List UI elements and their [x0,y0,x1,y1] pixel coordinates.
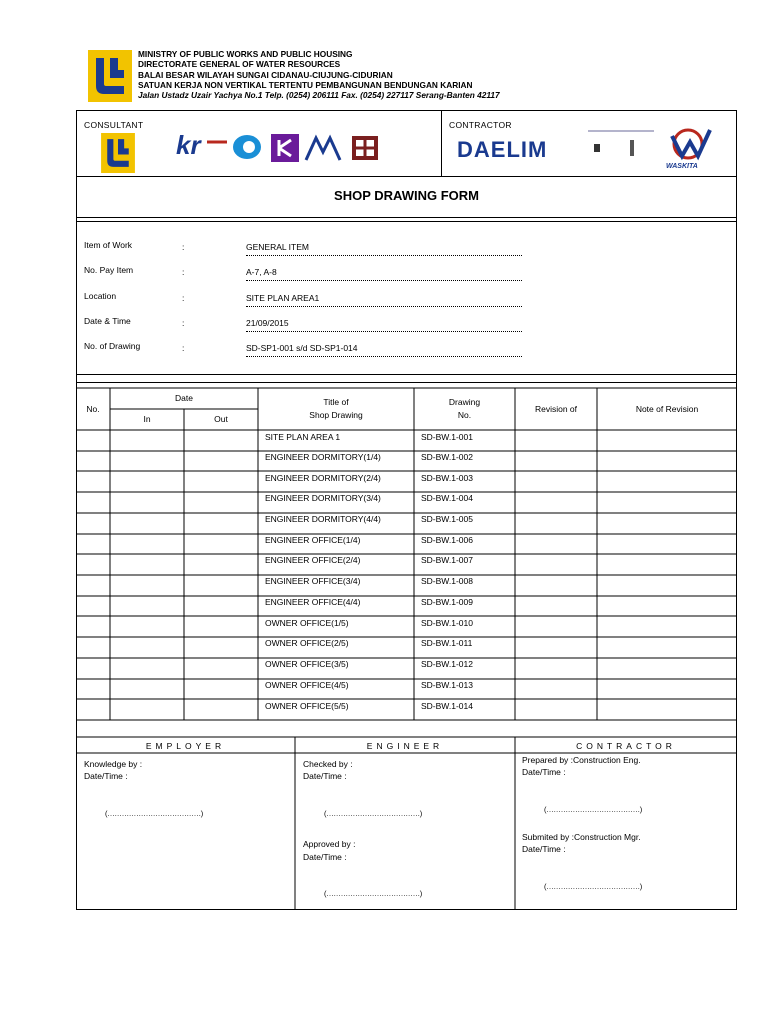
form-title: SHOP DRAWING FORM [334,188,479,203]
info-value: SD-SP1-001 s/d SD-SP1-014 [246,343,522,357]
col-note-header: Note of Revision [635,404,699,414]
daelim-logo: DAELIM [457,137,548,162]
kr-logo: kr [176,130,201,160]
info-label: Location [84,291,117,301]
row-title: OWNER OFFICE(5/5) [265,701,349,711]
row-title: ENGINEER DORMITORY(1/4) [265,452,381,462]
row-title: OWNER OFFICE(4/5) [265,680,349,690]
engineer-approved-signature-line: (…………………………………) [324,889,422,898]
row-title: ENGINEER DORMITORY(2/4) [265,473,381,483]
col-title-header-line2: Shop Drawing [309,410,363,420]
col-no-header: No. [86,404,100,414]
row-title: OWNER OFFICE(1/5) [265,618,349,628]
row-drawing: SD-BW.1-012 [421,659,473,669]
col-drawing-header-line1: Drawing [448,397,481,407]
col-revision-header: Revision of [534,404,578,414]
info-colon: : [182,293,185,303]
header-address: Jalan Ustadz Uzair Yachya No.1 Telp. (0254) 206111 Fax. (0254) 227117 Serang-Banten 42117 [138,90,500,101]
row-title: ENGINEER OFFICE(4/4) [265,597,361,607]
col-title-header-line1: Title of [323,397,349,407]
header-line-3: BALAI BESAR WILAYAH SUNGAI CIDANAU-CIUJUNG-CIDURIAN [138,69,393,80]
row-title: OWNER OFFICE(2/5) [265,638,349,648]
engineer-approved-by: Approved by : [303,839,356,849]
row-title: ENGINEER OFFICE(3/4) [265,576,361,586]
row-title: ENGINEER OFFICE(1/4) [265,535,361,545]
row-drawing: SD-BW.1-014 [421,701,473,711]
consultant-logo-a [304,134,342,162]
info-colon: : [182,318,185,328]
contractor-label: CONTRACTOR [449,120,512,130]
consultant-label: CONSULTANT [84,120,144,130]
row-drawing: SD-BW.1-005 [421,514,473,524]
col-drawing-header [414,396,515,422]
engineer-checked-signature-line: (…………………………………) [324,809,422,818]
col-title-header [258,396,414,422]
row-drawing: SD-BW.1-013 [421,680,473,690]
divider [76,374,737,375]
contractor-prepared-by: Prepared by :Construction Eng. [522,755,641,765]
row-title: ENGINEER OFFICE(2/4) [265,555,361,565]
ministry-logo [88,50,132,102]
info-colon: : [182,267,185,277]
info-colon: : [182,343,185,353]
col-drawing-header-line2: No. [457,410,472,420]
contractor-prepared-signature-line: (…………………………………) [544,805,642,814]
row-drawing: SD-BW.1-002 [421,452,473,462]
info-value: 21/09/2015 [246,318,522,332]
consultant-ministry-logo [96,133,140,173]
info-value: GENERAL ITEM [246,242,522,256]
ministry-header [138,49,500,100]
consultant-logo-swoosh [205,132,265,162]
engineer-checked-date: Date/Time : [303,771,347,781]
waskita-logo [666,126,716,166]
col-out-header: Out [214,414,228,424]
row-drawing: SD-BW.1-006 [421,535,473,545]
consultant-logo-box [346,134,384,162]
row-title: ENGINEER DORMITORY(3/4) [265,493,381,503]
divider [76,221,737,222]
waskita-label: WASKITA [666,163,698,170]
row-title: ENGINEER DORMITORY(4/4) [265,514,381,524]
divider [76,382,737,383]
info-colon: : [182,242,185,252]
info-label: No. Pay Item [84,265,134,275]
header-line-4: SATUAN KERJA NON VERTIKAL TERTENTU PEMBANGUNAN BENDUNGAN KARIAN [138,79,473,90]
row-drawing: SD-BW.1-003 [421,473,473,483]
row-drawing: SD-BW.1-011 [421,638,473,648]
employer-knowledge-by: Knowledge by : [84,759,143,769]
info-value: SITE PLAN AREA1 [246,293,522,307]
engineer-heading: ENGINEER [366,741,444,751]
info-value: A-7, A-8 [246,267,522,281]
info-label: Date & Time [84,316,131,326]
employer-heading: EMPLOYER [145,741,226,751]
divider [441,110,442,176]
row-drawing: SD-BW.1-001 [421,432,473,442]
contractor-logo-small [586,128,656,162]
employer-signature-line: (…………………………………) [105,809,203,818]
row-drawing: SD-BW.1-009 [421,597,473,607]
header-line-1: MINISTRY OF PUBLIC WORKS AND PUBLIC HOUSING [138,49,353,59]
contractor-heading: CONTRACTOR [576,741,676,751]
form-frame [76,110,737,910]
row-title: OWNER OFFICE(3/5) [265,659,349,669]
contractor-submitted-by: Submited by :Construction Mgr. [522,832,641,842]
consultant-logo-square [271,134,299,162]
contractor-prepared-date: Date/Time : [522,767,566,777]
row-drawing: SD-BW.1-004 [421,493,473,503]
row-drawing: SD-BW.1-010 [421,618,473,628]
header-line-2: DIRECTORATE GENERAL OF WATER RESOURCES [138,59,341,70]
engineer-checked-by: Checked by : [303,759,353,769]
contractor-submitted-signature-line: (…………………………………) [544,882,642,891]
engineer-approved-date: Date/Time : [303,852,347,862]
col-date-header: Date [175,393,193,403]
row-drawing: SD-BW.1-007 [421,555,473,565]
contractor-submitted-date: Date/Time : [522,844,566,854]
divider [76,176,737,177]
info-label: Item of Work [84,240,133,250]
employer-date-time: Date/Time : [84,771,128,781]
row-title: SITE PLAN AREA 1 [265,432,341,442]
row-drawing: SD-BW.1-008 [421,576,473,586]
info-label: No. of Drawing [84,341,141,351]
col-in-header: In [143,414,151,424]
divider [76,217,737,218]
